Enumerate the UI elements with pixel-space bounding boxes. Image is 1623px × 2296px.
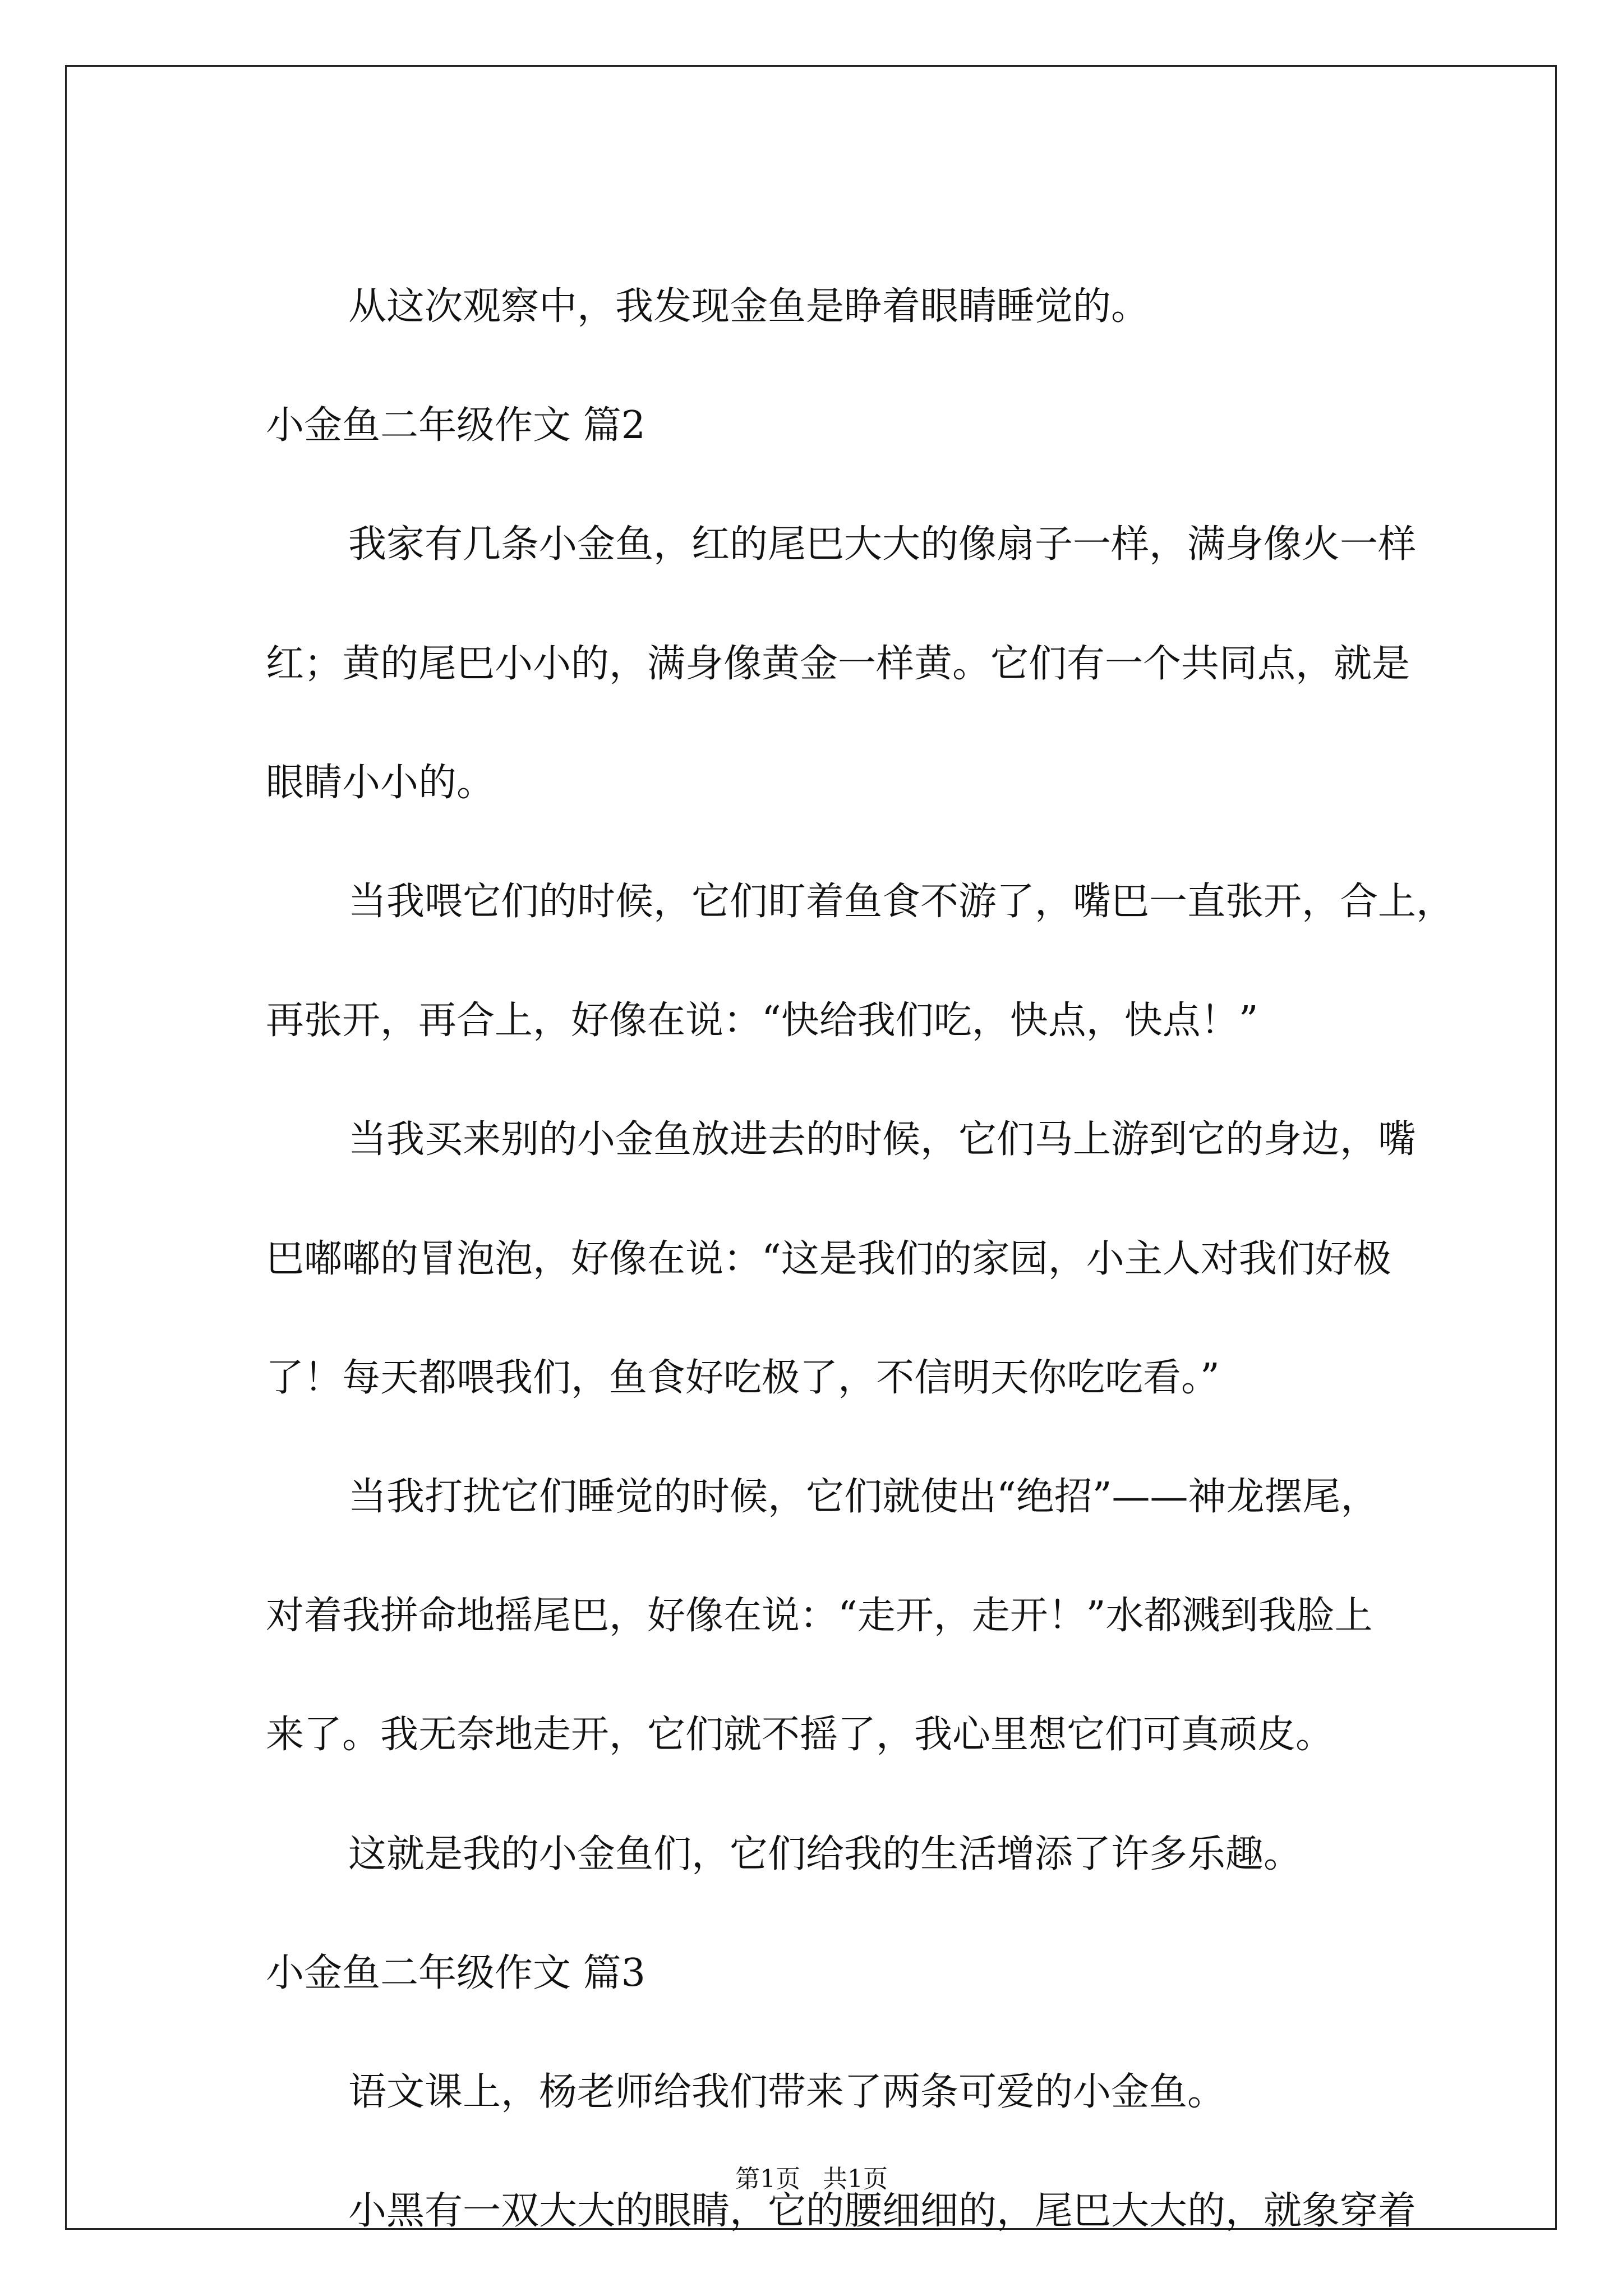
section-heading: 小金鱼二年级作文 篇2 [266,403,645,448]
paragraph-line: 来了。我无奈地走开，它们就不摇了，我心里想它们可真顽皮。 [266,1713,1334,1757]
paragraph-line: 对着我拼命地摇尾巴，好像在说：“走开，走开！”水都溅到我脸上 [266,1594,1373,1638]
paragraph-line: 再张开，再合上，好像在说：“快给我们吃，快点，快点！” [266,999,1258,1043]
page-footer [0,2162,1623,2196]
paragraph-line: 从这次观察中，我发现金鱼是睁着眼睛睡觉的。 [348,284,1150,329]
paragraph-line: 当我喂它们的时候，它们盯着鱼食不游了，嘴巴一直张开，合上， [348,880,1455,924]
paragraph-line: 眼睛小小的。 [266,761,495,805]
section-heading: 小金鱼二年级作文 篇3 [266,1951,645,1995]
paragraph-line: 这就是我的小金鱼们，它们给我的生活增添了许多乐趣。 [348,1832,1302,1876]
paragraph-line: 红；黄的尾巴小小的，满身像黄金一样黄。它们有一个共同点，就是 [266,642,1410,686]
paragraph-line: 了！每天都喂我们，鱼食好吃极了，不信明天你吃吃看。” [266,1356,1220,1400]
paragraph-line: 当我买来别的小金鱼放进去的时候，它们马上游到它的身边，嘴 [348,1117,1417,1162]
paragraph-line: 当我打扰它们睡觉的时候，它们就使出“绝招”——神龙摆尾， [348,1475,1379,1519]
page-number: 第1页 [735,2165,800,2193]
page-total: 共1页 [823,2165,888,2193]
paragraph-line: 小黑有一双大大的眼睛，它的腰细细的，尾巴大大的，就象穿着 [348,2189,1417,2233]
page-frame [65,65,1557,2233]
document-body [67,67,1555,2233]
paragraph-line: 语文课上，杨老师给我们带来了两条可爱的小金鱼。 [348,2070,1226,2114]
paragraph-line: 我家有几条小金鱼，红的尾巴大大的像扇子一样，满身像火一样 [348,522,1417,567]
paragraph-line: 巴嘟嘟的冒泡泡，好像在说：“这是我们的家园，小主人对我们好极 [266,1237,1391,1281]
